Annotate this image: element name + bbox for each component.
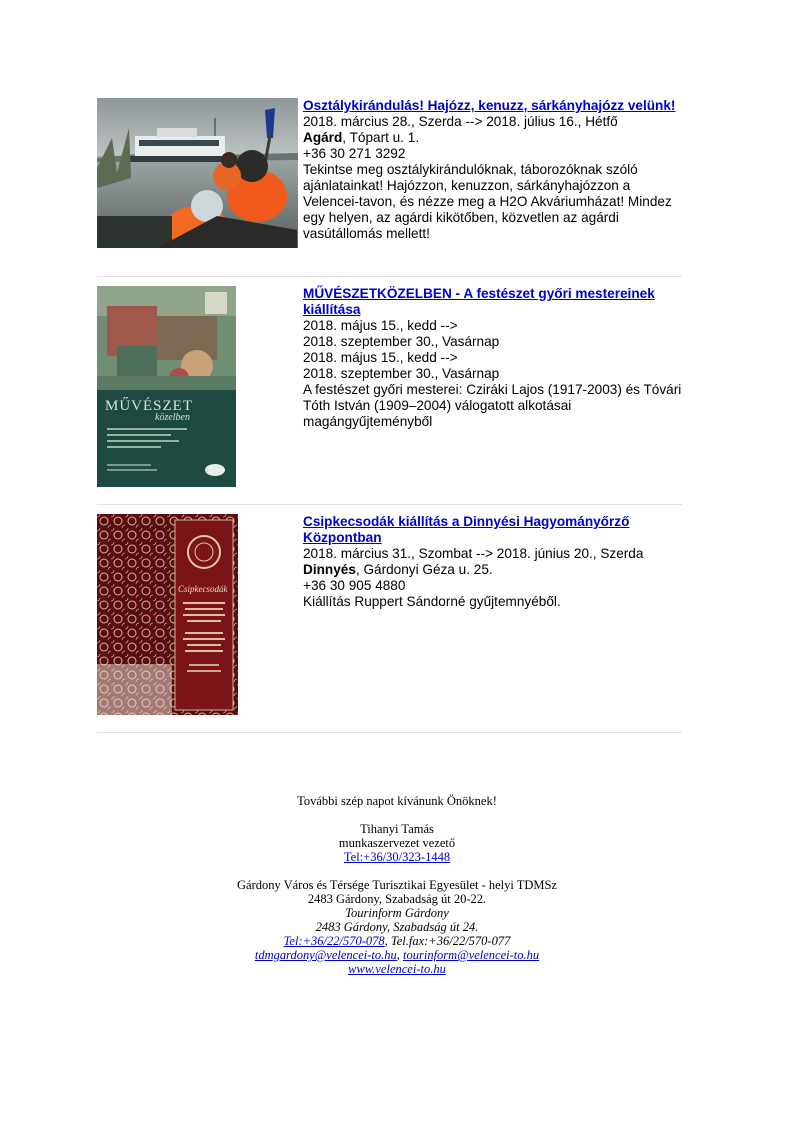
sender-phone-link[interactable]: Tel:+36/30/323-1448 [343, 850, 451, 864]
email-link-tourinform[interactable]: tourinform@velencei-to.hu [403, 948, 540, 962]
tourinform-name: Tourinform Gárdony [345, 906, 449, 920]
event-description: A festészet győri mesterei: Cziráki Lajos (1917-2003) és Tóvári Tóth István (1909–2004) válogatott alkotásai magángyűjteményből [303, 382, 682, 429]
event-place-name: Dinnyés [303, 562, 356, 577]
event-phone: +36 30 905 4880 [303, 578, 406, 593]
tourinform-fax: , Tel.fax:+36/22/570-077 [384, 934, 511, 948]
event-item [97, 514, 682, 733]
event-place-address: , Tópart u. 1. [342, 130, 420, 145]
sender-name: Tihanyi Tamás [360, 822, 434, 836]
event-text [303, 286, 683, 430]
event-title-link[interactable]: MŰVÉSZETKÖZELBEN - A festészet győri mestereinek kiállítása [303, 286, 655, 317]
sender-role: munkaszervezet vezető [338, 836, 456, 850]
event-text [303, 98, 683, 242]
greeting: További szép napot kívánunk Önöknek! [297, 794, 497, 808]
poster-title: MŰVÉSZET [105, 398, 193, 414]
poster-subtitle: közelben [155, 412, 190, 423]
event-date: 2018. szeptember 30., Vasárnap [303, 334, 500, 349]
event-poster-muveszet[interactable] [97, 286, 236, 487]
event-date: 2018. szeptember 30., Vasárnap [303, 366, 500, 381]
event-date: 2018. március 31., Szombat --> 2018. június 20., Szerda [303, 546, 644, 561]
event-title-link[interactable]: Csipkecsodák kiállítás a Dinnyési Hagyományőrző Központban [303, 514, 630, 545]
event-place [303, 562, 683, 578]
event-phone: +36 30 271 3292 [303, 146, 406, 161]
event-place-address: , Gárdonyi Géza u. 25. [355, 562, 493, 577]
event-date: 2018. március 28., Szerda --> 2018. július 16., Hétfő [303, 114, 618, 129]
organization-address: 2483 Gárdony, Szabadság út 20-22. [307, 892, 487, 906]
event-place [303, 130, 683, 146]
poster-title: Csipkecsodák [178, 584, 228, 594]
email-separator: , [396, 948, 404, 962]
tourinform-phone-link[interactable]: Tel:+36/22/570-078 [283, 934, 385, 948]
event-description: Tekintse meg osztálykirándulóknak, táborozóknak szóló ajánlatainkat! Hajózzon, kenuzzon, sárkányhajózzon a Velencei-tavon, és nézze meg a H2O Akváriumházat! Mindez egy helyen, az agárdi kikötőben, közvetlen az agárdi vasútállomás mellett! [303, 162, 672, 241]
event-date: 2018. május 15., kedd --> [303, 350, 458, 365]
event-place-name: Agárd [303, 130, 343, 145]
event-date: 2018. május 15., kedd --> [303, 318, 458, 333]
event-title-link[interactable]: Osztálykirándulás! Hajózz, kenuzz, sárkányhajózz velünk! [303, 98, 676, 113]
organization-name: Gárdony Város és Térsége Turisztikai Egyesület - helyi TDMSz [236, 878, 558, 892]
event-item [97, 286, 682, 505]
event-text [303, 514, 683, 610]
signature-block [97, 794, 697, 976]
event-description: Kiállítás Ruppert Sándorné gyűjtemnyéből. [303, 594, 561, 609]
event-item [97, 98, 682, 277]
tourinform-address: 2483 Gárdony, Szabadság út 24. [315, 920, 479, 934]
event-image-boat[interactable] [97, 98, 298, 248]
event-poster-csipkecsodak[interactable] [97, 514, 238, 715]
website-link[interactable]: www.velencei-to.hu [348, 962, 446, 976]
email-link-tdm[interactable]: tdmgardony@velencei-to.hu [254, 948, 397, 962]
